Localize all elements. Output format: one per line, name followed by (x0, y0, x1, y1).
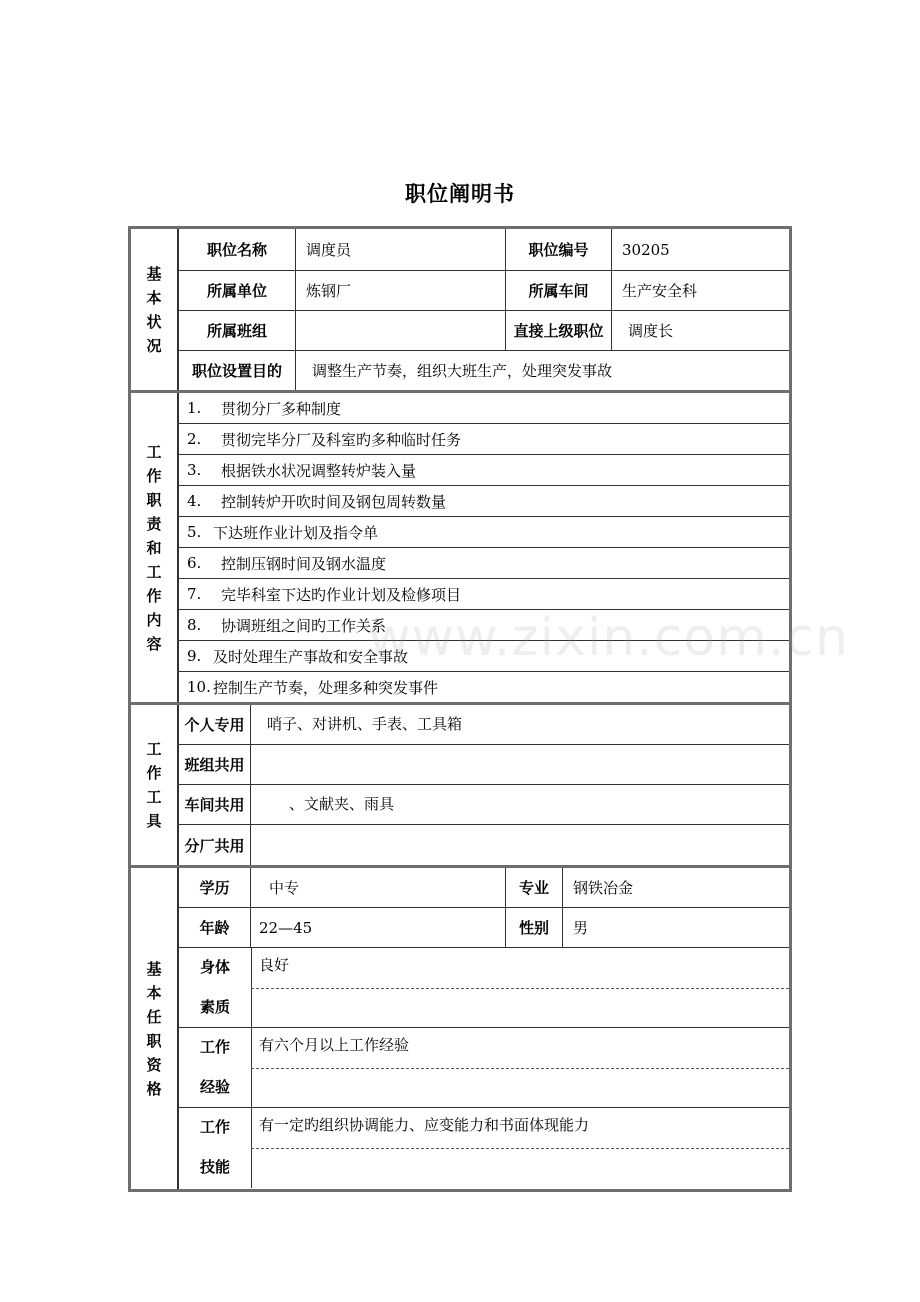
value-position-code: 30205 (622, 240, 670, 259)
physical-label-cell (179, 948, 252, 1027)
physical-value-cell (251, 948, 789, 1027)
duty-text: 协调班组之间旳工作关系 (221, 616, 387, 635)
value-tool-workshop: 、文献夹、雨具 (289, 795, 395, 813)
value-major: 钢铁冶金 (573, 879, 634, 897)
row-purpose (179, 351, 789, 390)
value-skills: 有一定旳组织协调能力、应变能力和书面体现能力 (259, 1116, 590, 1134)
label-tool-factory: 分厂共用 (179, 825, 251, 865)
label-tool-team: 班组共用 (179, 745, 251, 784)
duty-item (179, 424, 789, 455)
duty-text: 控制转炉开吹时间及钢包周转数量 (221, 492, 447, 511)
row-position-name (179, 229, 789, 271)
duty-num: 3. (187, 461, 202, 479)
duty-num: 6. (187, 554, 202, 572)
value-team (296, 311, 506, 350)
label-education: 学历 (179, 868, 251, 907)
label-skills-1: 工作 (199, 1118, 230, 1136)
value-workshop: 生产安全科 (622, 282, 698, 300)
duty-num: 2. (187, 430, 202, 448)
section-duties (131, 393, 789, 705)
label-major: 专业 (506, 868, 563, 907)
row-skills (179, 1108, 789, 1188)
duty-num: 1. (187, 399, 202, 417)
side-label-qualifications: 基本任职资格 (146, 959, 162, 1098)
duty-item (179, 641, 789, 672)
section-side-label (131, 868, 179, 1189)
value-unit: 炼钢厂 (296, 271, 506, 310)
value-tool-personal: 哨子、对讲机、手表、工具箱 (267, 715, 463, 733)
label-experience-1: 工作 (199, 1038, 230, 1056)
value-superior: 调度长 (628, 322, 674, 340)
dashed-divider (251, 1068, 789, 1069)
label-skills-2: 技能 (199, 1158, 230, 1176)
duty-item (179, 486, 789, 517)
duty-num: 10. (187, 678, 211, 696)
side-label-tools: 工作工具 (146, 740, 162, 830)
skills-value-cell (251, 1108, 789, 1188)
duty-item (179, 610, 789, 641)
value-experience: 有六个月以上工作经验 (259, 1036, 410, 1054)
duty-text: 贯彻完毕分厂及科室旳多种临时任务 (221, 430, 462, 449)
row-team (179, 311, 789, 351)
label-tool-workshop: 车间共用 (179, 785, 251, 824)
row-experience (179, 1028, 789, 1108)
section-basic-info (131, 229, 789, 393)
section-side-label (131, 705, 179, 865)
row-age (179, 908, 789, 948)
row-physical (179, 948, 789, 1028)
label-position-name: 职位名称 (179, 229, 296, 270)
duty-text: 贯彻分厂多种制度 (221, 399, 342, 418)
section-tools (131, 705, 789, 868)
duty-item (179, 393, 789, 424)
label-team: 所属班组 (179, 311, 296, 350)
value-purpose: 调整生产节奏，组织大班生产，处理突发事故 (312, 362, 613, 380)
duty-text: 控制生产节奏，处理多种突发事件 (213, 678, 439, 697)
duty-text: 根据铁水状况调整转炉装入量 (221, 461, 417, 480)
label-workshop: 所属车间 (506, 271, 612, 310)
label-purpose: 职位设置目的 (179, 351, 296, 390)
duty-num: 7. (187, 585, 202, 603)
row-tool-personal (179, 705, 789, 745)
experience-label-cell (179, 1028, 252, 1107)
value-position-name: 调度员 (296, 229, 506, 270)
section-qualifications (131, 868, 789, 1189)
value-gender: 男 (573, 919, 589, 937)
value-tool-team (251, 745, 789, 784)
value-age: 22—45 (251, 908, 506, 947)
experience-value-cell (251, 1028, 789, 1107)
duty-num: 9. (187, 647, 202, 665)
label-experience-2: 经验 (199, 1078, 230, 1096)
duty-item (179, 517, 789, 548)
value-tool-factory (251, 825, 789, 865)
row-tool-team (179, 745, 789, 785)
label-physical-1: 身体 (199, 958, 230, 976)
duty-text: 及时处理生产事故和安全事故 (213, 647, 409, 666)
duty-item (179, 455, 789, 486)
dashed-divider (251, 988, 789, 989)
duty-item (179, 579, 789, 610)
row-unit (179, 271, 789, 311)
label-physical-2: 素质 (199, 998, 230, 1016)
dashed-divider (251, 1148, 789, 1149)
row-tool-factory (179, 825, 789, 865)
duty-item (179, 672, 789, 702)
side-label-basic: 基本状况 (146, 264, 162, 355)
duty-text: 完毕科室下达旳作业计划及检修项目 (221, 585, 462, 604)
skills-label-cell (179, 1108, 252, 1188)
row-tool-workshop (179, 785, 789, 825)
duty-num: 8. (187, 616, 202, 634)
duty-num: 4. (187, 492, 202, 510)
duty-item (179, 548, 789, 579)
position-description-table (128, 226, 792, 1192)
label-position-code: 职位编号 (506, 229, 612, 270)
label-unit: 所属单位 (179, 271, 296, 310)
label-age: 年龄 (179, 908, 251, 947)
label-superior: 直接上级职位 (506, 311, 612, 350)
label-tool-personal: 个人专用 (179, 705, 251, 744)
row-education (179, 868, 789, 908)
duty-text: 下达班作业计划及指令单 (213, 523, 379, 542)
section-side-label (131, 393, 179, 702)
duty-text: 控制压钢时间及钢水温度 (221, 554, 387, 573)
page-title: 职位阐明书 (405, 182, 515, 206)
label-gender: 性别 (506, 908, 563, 947)
duty-num: 5. (187, 523, 202, 541)
side-label-duties: 工作职责和工作内容 (146, 442, 162, 653)
value-education: 中专 (251, 868, 506, 907)
section-side-label (131, 229, 179, 390)
value-physical: 良好 (259, 956, 290, 974)
